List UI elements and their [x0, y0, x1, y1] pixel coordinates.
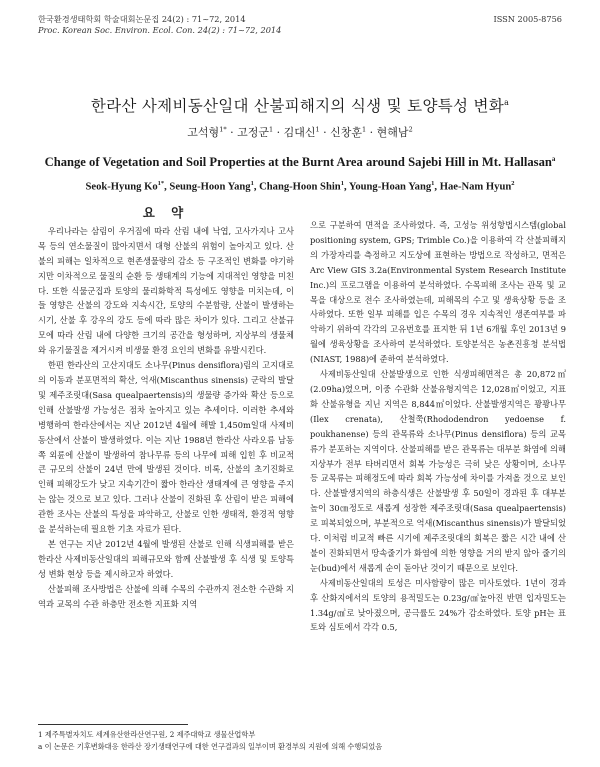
body-paragraph: 으로 구분하여 면적을 조사하였다. 즉, 고성능 위성항법시스템(global positioning system, GPS; Trimble Co.)을 이용하여 각 산불피해지의 가장자리를 측정하고 지도상에 표현하는 방법으로 작성하고, 면적은 Arc View GIS 3.2a(Environmental System Research Institute Inc.)의 프로그램을 이용하여 분석하였다. 수목피해 조사는 관목 및 교목을 대상으로 전수 조사하였는데, 피해목의 수고 및 생육상황 등을 조사하였다. 또한 일부 피해를 입은 수목의 경우 지속적인 생존여부를 파악하기 위하여 각각의 고유번호를 표지한 뒤 1년 6개월 후인 2013년 9월에 생육상황을 조사하여 분석하였다. 토양분석은 농촌진흥청 분석법(NIAST, 1988)에 준하여 분석하였다. — [310, 220, 566, 365]
author-affiliation-mark: 1 — [362, 125, 367, 134]
body-paragraph: 한편 한라산의 고산지대도 소나무(Pinus densiflora)림의 고지대로의 이동과 분포면적의 확산, 억새(Miscanthus sinensis) 군락의 발달 및 제주조릿대(Sasa quealpaertensis)의 생물량 증가와 확산 등으로 인해 산불발생 가능성은 점차 높아지고 있는 추세이다. 이러한 추세와 병행하여 한라산에서는 지난 2012년 4월에 해발 1,450m일대 사제비 동산에서 산불이 발생하였다. 이는 지난 1988년 한라산 사라오름 남동쪽 외륜에 산불이 발생하여 참나무류 등의 나무에 피해 입힌 후 비교적 큰 규모의 산불이 24년 만에 발생된 것이다. 비록, 산불의 초기진화로 인해 피해강도가 낮고 지속기간이 짧아 한라산 생태계에 큰 영향을 주지는 않는 것으로 보고 있다. 그러나 산불이 진화된 후 산림이 받은 피해에 관한 조사는 산불의 특성을 파악하고, 산불로 인한 생태적, 환경적 영향을 분석하는데 필요한 기초 자료가 된다. — [38, 360, 294, 535]
body-paragraph: 사제비동산일대 산불발생으로 인한 식생피해면적은 총 20,872㎡(2.09ha)였으며, 이중 수관화 산불유형지역은 12,028㎡이었고, 지표화 산불유형을 지닌 지역은 8,844㎡이었다. 산불발생지역은 꽝꽝나무(Ilex crenata), 산철쭉(Rhododendron yedoense f. poukhanense) 등의 관목류와 소나무(Pinus densiflora) 등의 교목류가 분포하는 지역이다. 산불피해를 받은 관목류는 대부분 화염에 의해 지상부가 전부 타버리면서 회복 가능성은 극히 낮은 상황이며, 소나무 등 교목류는 피해정도에 따라 회복 가능성에 차이를 가져올 것으로 보인다. 산불발생지역의 하층식생은 산불발생 후 50일이 경과된 후 대부분 높이 30㎝정도로 새롭게 성장한 제주조릿대(Sasa quealpaertensis)로 피복되었으며, 부분적으로 억새(Miscanthus sinensis)가 발달되었다. 이처럼 비교적 빠른 시기에 제주조릿대의 회복은 짧은 시간 내에 산불이 진화되면서 땅속줄기가 화염에 의한 영향을 거의 받지 않아 줄기의 눈(bud)에서 새롭게 순이 돋아난 것이기 때문으로 보인다. — [310, 369, 566, 573]
journal-citation-en: Proc. Korean Soc. Environ. Ecol. Con. 24(2) : 71~72, 2014 — [38, 25, 282, 35]
title-korean-mark: a — [504, 97, 510, 107]
title-english-mark: a — [551, 155, 556, 163]
title-korean-text: 한라산 사제비동산일대 산불피해지의 식생 및 토양특성 변화 — [90, 97, 505, 115]
author-affiliation-mark: 2 — [511, 180, 515, 187]
author-separator: · — [273, 126, 284, 139]
author-name: 신창훈 — [330, 126, 363, 139]
footnote-line: a 이 논문은 기후변화대응 한라산 장기생태연구에 대한 연구결과의 일부이며 환경부의 지원에 의해 수행되었음 — [38, 741, 383, 751]
author-name: 고정군 — [237, 126, 269, 139]
author-separator: , — [164, 181, 170, 193]
author-name: Seung-Hoon Yang — [169, 181, 251, 193]
title-korean — [0, 94, 600, 116]
author-separator: , — [253, 181, 260, 193]
author-affiliation-mark: 1 — [250, 180, 254, 187]
authors-korean — [0, 124, 600, 140]
right-column — [310, 218, 566, 635]
body-paragraph: 우리나라는 삼림이 우거짐에 따라 산림 내에 낙엽, 고사가지나 고사목 등의 연소물질이 많아지면서 대형 산불의 위험이 높아지고 있다. 산불의 피해는 일차적으로 현존생물량의 감소 등 구조적인 변화를 야기하지만 이차적으로 물질의 순환 등 생태계의 기능에 지대적인 영향을 미친다. 또한 식물군집과 토양의 물리화학적 특성에도 영향을 미치는데, 이들 영향은 산불의 강도와 지속시간, 토양의 수분함량, 산불이 발생하는 시기, 산불 후 강우의 강도 등에 따라 많은 차이가 있다. 그리고 산불규모에 따라 산림 내에 다양한 크기의 공간을 형성하며, 지상부의 생물체와 유기물질을 제거시켜 비생물 환경 요인의 변화를 유발시킨다. — [38, 225, 294, 356]
author-name: Chang-Hoon Shin — [259, 181, 341, 193]
author-affiliation-mark: 1* — [219, 125, 227, 134]
abstract-heading: 요 약 — [142, 205, 190, 220]
footnotes — [38, 729, 562, 752]
author-name: 고석형 — [187, 126, 220, 139]
body-paragraph: 산불피해 조사방법은 산불에 의해 수목의 수관까지 전소한 수관화 지역과 교목의 수관 하층만 전소한 지표화 지역 — [38, 583, 294, 609]
author-name: Hae-Nam Hyun — [439, 181, 512, 193]
author-name: Young-Hoan Yang — [348, 181, 432, 193]
author-affiliation-mark: 1* — [157, 180, 165, 187]
author-separator: · — [366, 126, 377, 139]
running-header — [38, 14, 562, 36]
author-affiliation-mark: 1 — [268, 125, 274, 134]
author-separator: , — [434, 181, 440, 193]
journal-citation-ko: 한국환경생태학회 학술대회논문집 24(2) : 71~72, 2014 — [38, 14, 246, 24]
author-affiliation-mark: 1 — [315, 125, 320, 134]
author-separator: , — [343, 181, 349, 193]
title-english-text: Change of Vegetation and Soil Properties at the Burnt Area around Sajebi Hill in Mt. Hallasan — [44, 155, 552, 170]
authors-english — [0, 180, 600, 193]
footnote-divider — [38, 724, 188, 725]
body-paragraph: 본 연구는 지난 2012년 4월에 발생된 산불로 인해 식생피해를 받은 한라산 사제비동산일대의 피해규모와 함께 산불발생 후 식생 및 토양특성 변화 현상 등을 제시하고자 하였다. — [38, 538, 294, 579]
author-affiliation-mark: 1 — [340, 180, 344, 187]
author-name: Seok-Hyung Ko — [85, 181, 158, 193]
issn: ISSN 2005-8756 — [493, 14, 562, 24]
author-name: 현해남 — [376, 126, 409, 139]
author-name: 김대신 — [283, 126, 316, 139]
author-affiliation-mark: 1 — [431, 180, 435, 187]
author-separator: · — [226, 126, 238, 139]
footnote-line: 1 제주특별자치도 세계유산한라산연구원, 2 제주대학교 생물산업학부 — [38, 730, 256, 739]
title-english — [0, 155, 600, 170]
author-separator: · — [319, 126, 331, 139]
left-column — [38, 206, 294, 611]
body-paragraph: 사제비동산일대의 토성은 미사함량이 많은 미사토였다. 1년이 경과 후 산화지에서의 토양의 용적밀도는 0.23g/㎤높아진 반면 입자밀도는 1.34g/㎤로 낮아졌으며, 공극률도 24%가 감소하였다. 토양 pH는 표토와 심토에서 각각 0.5, — [310, 577, 566, 633]
author-affiliation-mark: 2 — [408, 125, 413, 134]
